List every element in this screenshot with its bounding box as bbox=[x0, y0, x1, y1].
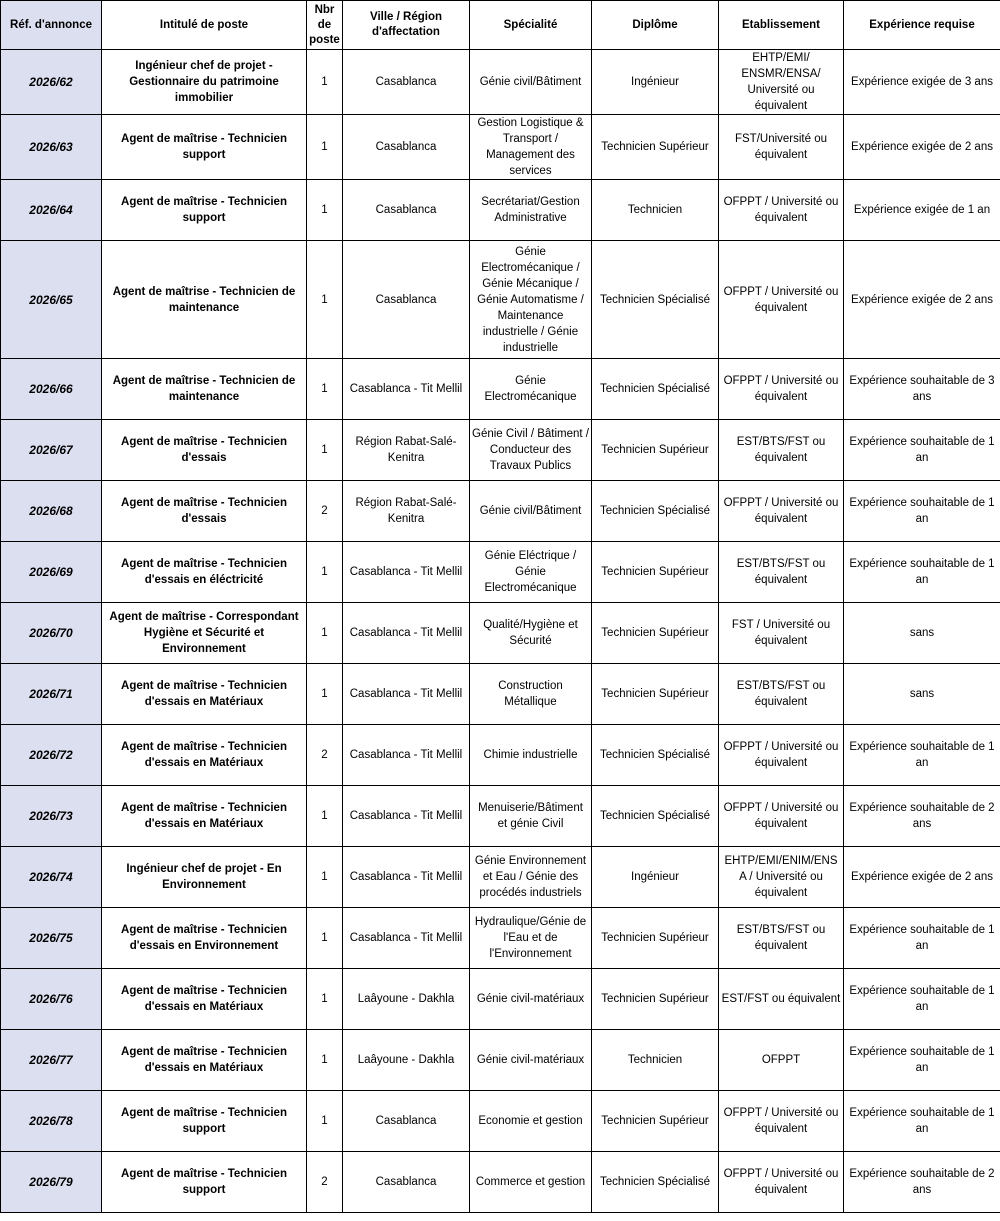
cell-title: Agent de maîtrise - Technicien d'essais en Matériaux bbox=[102, 664, 307, 725]
cell-experience: Expérience souhaitable de 2 ans bbox=[844, 1152, 1000, 1213]
cell-diploma: Technicien Supérieur bbox=[592, 664, 719, 725]
cell-specialty: Commerce et gestion bbox=[470, 1152, 592, 1213]
cell-specialty: Génie Environnement et Eau / Génie des procédés industriels bbox=[470, 847, 592, 908]
cell-diploma: Technicien Supérieur bbox=[592, 969, 719, 1030]
cell-ref: 2026/64 bbox=[1, 180, 102, 241]
cell-diploma: Technicien bbox=[592, 1030, 719, 1091]
cell-experience: Expérience souhaitable de 1 an bbox=[844, 908, 1000, 969]
table-row bbox=[1, 1030, 1000, 1091]
cell-ref: 2026/71 bbox=[1, 664, 102, 725]
cell-experience: Expérience exigée de 2 ans bbox=[844, 241, 1000, 359]
cell-city: Casablanca bbox=[343, 1152, 470, 1213]
cell-title: Agent de maîtrise - Technicien support bbox=[102, 1091, 307, 1152]
header-ref: Réf. d'annonce bbox=[1, 1, 102, 50]
cell-specialty: Secrétariat/Gestion Administrative bbox=[470, 180, 592, 241]
cell-city: Région Rabat-Salé-Kenitra bbox=[343, 420, 470, 481]
table-row bbox=[1, 481, 1000, 542]
cell-city: Casablanca bbox=[343, 180, 470, 241]
cell-ref: 2026/69 bbox=[1, 542, 102, 603]
header-specialty: Spécialité bbox=[470, 1, 592, 50]
table-row bbox=[1, 786, 1000, 847]
cell-city: Casablanca - Tit Mellil bbox=[343, 847, 470, 908]
table-row bbox=[1, 847, 1000, 908]
table-row bbox=[1, 115, 1000, 180]
cell-diploma: Technicien Supérieur bbox=[592, 420, 719, 481]
cell-experience: Expérience exigée de 3 ans bbox=[844, 50, 1000, 115]
cell-school: FST / Université ou équivalent bbox=[719, 603, 844, 664]
cell-city: Casablanca - Tit Mellil bbox=[343, 542, 470, 603]
cell-count: 1 bbox=[307, 786, 343, 847]
cell-title: Agent de maîtrise - Technicien d'essais en éléctricité bbox=[102, 542, 307, 603]
table-row bbox=[1, 180, 1000, 241]
cell-diploma: Technicien Spécialisé bbox=[592, 241, 719, 359]
table-row bbox=[1, 603, 1000, 664]
table-row bbox=[1, 664, 1000, 725]
cell-count: 1 bbox=[307, 603, 343, 664]
cell-title: Agent de maîtrise - Technicien d'essais en Matériaux bbox=[102, 786, 307, 847]
cell-experience: Expérience souhaitable de 3 ans bbox=[844, 359, 1000, 420]
table-row bbox=[1, 50, 1000, 115]
table-row bbox=[1, 969, 1000, 1030]
cell-diploma: Technicien Supérieur bbox=[592, 603, 719, 664]
cell-school: OFPPT / Université ou équivalent bbox=[719, 180, 844, 241]
table-row bbox=[1, 241, 1000, 359]
cell-city: Casablanca bbox=[343, 115, 470, 180]
cell-specialty: Génie civil-matériaux bbox=[470, 1030, 592, 1091]
cell-ref: 2026/75 bbox=[1, 908, 102, 969]
header-experience: Expérience requise bbox=[844, 1, 1000, 50]
cell-specialty: Chimie industrielle bbox=[470, 725, 592, 786]
cell-count: 1 bbox=[307, 1030, 343, 1091]
cell-school: EHTP/EMI/ENIM/ENSA / Université ou équivalent bbox=[719, 847, 844, 908]
table-row bbox=[1, 908, 1000, 969]
cell-school: EST/BTS/FST ou équivalent bbox=[719, 542, 844, 603]
header-diploma: Diplôme bbox=[592, 1, 719, 50]
cell-city: Casablanca - Tit Mellil bbox=[343, 908, 470, 969]
cell-specialty: Génie Electromécanique bbox=[470, 359, 592, 420]
cell-diploma: Technicien Supérieur bbox=[592, 115, 719, 180]
cell-count: 1 bbox=[307, 420, 343, 481]
cell-title: Agent de maîtrise - Technicien support bbox=[102, 180, 307, 241]
table-row bbox=[1, 542, 1000, 603]
cell-ref: 2026/70 bbox=[1, 603, 102, 664]
cell-city: Casablanca - Tit Mellil bbox=[343, 603, 470, 664]
cell-diploma: Technicien Spécialisé bbox=[592, 1152, 719, 1213]
cell-title: Agent de maîtrise - Technicien de maintenance bbox=[102, 241, 307, 359]
cell-experience: Expérience souhaitable de 1 an bbox=[844, 725, 1000, 786]
cell-diploma: Technicien Spécialisé bbox=[592, 481, 719, 542]
cell-count: 1 bbox=[307, 359, 343, 420]
cell-school: OFPPT / Université ou équivalent bbox=[719, 481, 844, 542]
cell-count: 1 bbox=[307, 50, 343, 115]
cell-ref: 2026/74 bbox=[1, 847, 102, 908]
cell-diploma: Technicien Supérieur bbox=[592, 542, 719, 603]
cell-count: 1 bbox=[307, 664, 343, 725]
cell-experience: Expérience souhaitable de 1 an bbox=[844, 1030, 1000, 1091]
cell-school: OFPPT / Université ou équivalent bbox=[719, 241, 844, 359]
cell-count: 1 bbox=[307, 542, 343, 603]
cell-specialty: Génie Eléctrique / Génie Electromécanique bbox=[470, 542, 592, 603]
cell-ref: 2026/76 bbox=[1, 969, 102, 1030]
cell-diploma: Technicien Spécialisé bbox=[592, 359, 719, 420]
cell-specialty: Economie et gestion bbox=[470, 1091, 592, 1152]
cell-experience: Expérience souhaitable de 2 ans bbox=[844, 786, 1000, 847]
cell-diploma: Ingénieur bbox=[592, 50, 719, 115]
cell-ref: 2026/72 bbox=[1, 725, 102, 786]
cell-specialty: Construction Métallique bbox=[470, 664, 592, 725]
cell-title: Agent de maîtrise - Correspondant Hygiène et Sécurité et Environnement bbox=[102, 603, 307, 664]
header-count: Nbr de poste bbox=[307, 1, 343, 50]
cell-experience: Expérience exigée de 1 an bbox=[844, 180, 1000, 241]
table-header-row bbox=[1, 1, 1000, 50]
cell-specialty: Génie civil-matériaux bbox=[470, 969, 592, 1030]
cell-school: OFPPT / Université ou équivalent bbox=[719, 359, 844, 420]
cell-count: 1 bbox=[307, 1091, 343, 1152]
cell-school: EST/BTS/FST ou équivalent bbox=[719, 664, 844, 725]
cell-city: Casablanca - Tit Mellil bbox=[343, 725, 470, 786]
cell-ref: 2026/67 bbox=[1, 420, 102, 481]
cell-ref: 2026/78 bbox=[1, 1091, 102, 1152]
cell-count: 1 bbox=[307, 847, 343, 908]
cell-city: Casablanca - Tit Mellil bbox=[343, 664, 470, 725]
cell-specialty: Hydraulique/Génie de l'Eau et de l'Environnement bbox=[470, 908, 592, 969]
cell-ref: 2026/77 bbox=[1, 1030, 102, 1091]
cell-count: 1 bbox=[307, 115, 343, 180]
cell-title: Agent de maîtrise - Technicien d'essais bbox=[102, 481, 307, 542]
cell-title: Agent de maîtrise - Technicien d'essais en Environnement bbox=[102, 908, 307, 969]
cell-school: OFPPT / Université ou équivalent bbox=[719, 1152, 844, 1213]
cell-experience: Expérience exigée de 2 ans bbox=[844, 847, 1000, 908]
cell-school: OFPPT / Université ou équivalent bbox=[719, 786, 844, 847]
cell-experience: Expérience souhaitable de 1 an bbox=[844, 420, 1000, 481]
cell-experience: Expérience souhaitable de 1 an bbox=[844, 1091, 1000, 1152]
cell-city: Casablanca bbox=[343, 50, 470, 115]
cell-city: Casablanca bbox=[343, 241, 470, 359]
cell-experience: Expérience souhaitable de 1 an bbox=[844, 481, 1000, 542]
cell-ref: 2026/79 bbox=[1, 1152, 102, 1213]
table-row bbox=[1, 420, 1000, 481]
cell-title: Agent de maîtrise - Technicien d'essais en Matériaux bbox=[102, 969, 307, 1030]
cell-city: Laâyoune - Dakhla bbox=[343, 1030, 470, 1091]
cell-title: Agent de maîtrise - Technicien d'essais en Matériaux bbox=[102, 725, 307, 786]
table-row bbox=[1, 1152, 1000, 1213]
table-row bbox=[1, 1091, 1000, 1152]
cell-title: Agent de maîtrise - Technicien d'essais en Matériaux bbox=[102, 1030, 307, 1091]
cell-city: Casablanca - Tit Mellil bbox=[343, 359, 470, 420]
cell-count: 1 bbox=[307, 908, 343, 969]
cell-ref: 2026/63 bbox=[1, 115, 102, 180]
cell-specialty: Qualité/Hygiène et Sécurité bbox=[470, 603, 592, 664]
cell-title: Agent de maîtrise - Technicien d'essais bbox=[102, 420, 307, 481]
cell-specialty: Génie Electromécanique / Génie Mécanique / Génie Automatisme / Maintenance industrielle / Génie industrielle bbox=[470, 241, 592, 359]
cell-experience: sans bbox=[844, 664, 1000, 725]
cell-specialty: Gestion Logistique & Transport / Management des services bbox=[470, 115, 592, 180]
cell-specialty: Génie civil/Bâtiment bbox=[470, 50, 592, 115]
cell-count: 2 bbox=[307, 481, 343, 542]
cell-experience: sans bbox=[844, 603, 1000, 664]
header-title: Intitulé de poste bbox=[102, 1, 307, 50]
cell-experience: Expérience exigée de 2 ans bbox=[844, 115, 1000, 180]
cell-school: OFPPT / Université ou équivalent bbox=[719, 1091, 844, 1152]
cell-experience: Expérience souhaitable de 1 an bbox=[844, 542, 1000, 603]
cell-title: Agent de maîtrise - Technicien support bbox=[102, 115, 307, 180]
header-city: Ville / Région d'affectation bbox=[343, 1, 470, 50]
cell-count: 1 bbox=[307, 180, 343, 241]
cell-count: 2 bbox=[307, 725, 343, 786]
cell-ref: 2026/65 bbox=[1, 241, 102, 359]
cell-specialty: Menuiserie/Bâtiment et génie Civil bbox=[470, 786, 592, 847]
cell-ref: 2026/68 bbox=[1, 481, 102, 542]
cell-diploma: Technicien Spécialisé bbox=[592, 786, 719, 847]
cell-ref: 2026/73 bbox=[1, 786, 102, 847]
header-school: Etablissement bbox=[719, 1, 844, 50]
cell-diploma: Technicien Spécialisé bbox=[592, 725, 719, 786]
cell-city: Région Rabat-Salé-Kenitra bbox=[343, 481, 470, 542]
cell-specialty: Génie Civil / Bâtiment / Conducteur des Travaux Publics bbox=[470, 420, 592, 481]
cell-city: Casablanca bbox=[343, 1091, 470, 1152]
cell-school: FST/Université ou équivalent bbox=[719, 115, 844, 180]
cell-city: Casablanca - Tit Mellil bbox=[343, 786, 470, 847]
cell-school: OFPPT / Université ou équivalent bbox=[719, 725, 844, 786]
cell-experience: Expérience souhaitable de 1 an bbox=[844, 969, 1000, 1030]
cell-ref: 2026/66 bbox=[1, 359, 102, 420]
cell-diploma: Technicien Supérieur bbox=[592, 908, 719, 969]
cell-title: Agent de maîtrise - Technicien de maintenance bbox=[102, 359, 307, 420]
cell-diploma: Technicien Supérieur bbox=[592, 1091, 719, 1152]
table-row bbox=[1, 359, 1000, 420]
cell-title: Agent de maîtrise - Technicien support bbox=[102, 1152, 307, 1213]
cell-school: EST/BTS/FST ou équivalent bbox=[719, 420, 844, 481]
table-row bbox=[1, 725, 1000, 786]
cell-specialty: Génie civil/Bâtiment bbox=[470, 481, 592, 542]
cell-school: EST/BTS/FST ou équivalent bbox=[719, 908, 844, 969]
cell-school: EST/FST ou équivalent bbox=[719, 969, 844, 1030]
cell-count: 2 bbox=[307, 1152, 343, 1213]
cell-school: OFPPT bbox=[719, 1030, 844, 1091]
cell-title: Ingénieur chef de projet - En Environnement bbox=[102, 847, 307, 908]
cell-city: Laâyoune - Dakhla bbox=[343, 969, 470, 1030]
cell-title: Ingénieur chef de projet - Gestionnaire du patrimoine immobilier bbox=[102, 50, 307, 115]
cell-count: 1 bbox=[307, 241, 343, 359]
cell-ref: 2026/62 bbox=[1, 50, 102, 115]
cell-diploma: Ingénieur bbox=[592, 847, 719, 908]
cell-school: EHTP/EMI/ ENSMR/ENSA/ Université ou équivalent bbox=[719, 50, 844, 115]
cell-count: 1 bbox=[307, 969, 343, 1030]
cell-diploma: Technicien bbox=[592, 180, 719, 241]
